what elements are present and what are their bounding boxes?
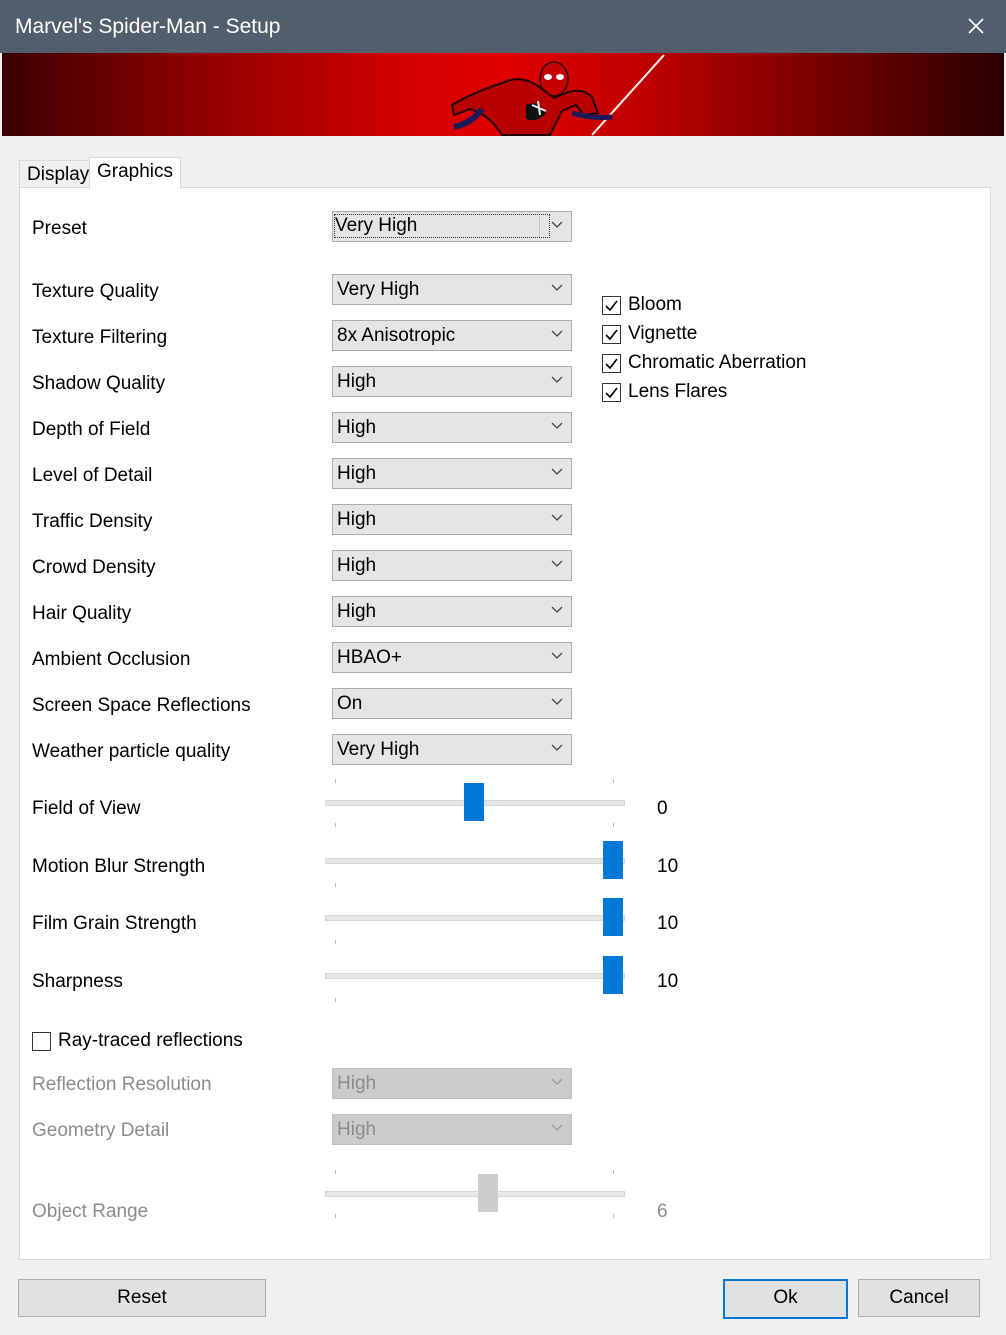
film-grain-strength-slider[interactable] [325, 894, 625, 940]
chevron-down-icon [551, 606, 563, 614]
texture-filtering-label: Texture Filtering [32, 327, 168, 348]
spider-man-logo-icon [442, 53, 682, 136]
slider-track [325, 915, 625, 921]
checkbox-box [602, 325, 621, 344]
slider-tick [613, 823, 614, 827]
checkbox-box [602, 296, 621, 315]
lens-flares-label: Lens Flares [628, 381, 728, 402]
weather-particle-quality-label: Weather particle quality [32, 741, 231, 762]
geometry-detail-dropdown [332, 1114, 572, 1145]
traffic-density-dropdown[interactable] [332, 504, 572, 535]
traffic-density-label: Traffic Density [32, 511, 153, 532]
slider-tick [613, 779, 614, 783]
ambient-occlusion-label: Ambient Occlusion [32, 649, 191, 670]
chevron-down-icon [551, 560, 563, 568]
reflection-resolution-value: High [337, 1073, 377, 1094]
screen-space-reflections-value: On [337, 693, 363, 714]
cancel-button[interactable]: Cancel [858, 1279, 980, 1317]
reset-button[interactable]: Reset [18, 1279, 266, 1317]
level-of-detail-label: Level of Detail [32, 465, 153, 486]
bloom-label: Bloom [628, 294, 682, 315]
slider-track [325, 1191, 625, 1197]
reflection-resolution-dropdown [332, 1068, 572, 1099]
object-range-slider [325, 1170, 625, 1216]
level-of-detail-value: High [337, 463, 377, 484]
chevron-down-icon [551, 744, 563, 752]
traffic-density-value: High [337, 509, 377, 530]
checkmark-icon [603, 326, 620, 343]
preset-label: Preset [32, 218, 87, 239]
checkbox-box [32, 1032, 51, 1051]
sharpness-slider[interactable] [325, 952, 625, 998]
shadow-quality-label: Shadow Quality [32, 373, 166, 394]
sharpness-label: Sharpness [32, 971, 123, 992]
depth-of-field-value: High [337, 417, 377, 438]
chevron-down-icon [551, 422, 563, 430]
texture-quality-value: Very High [337, 279, 420, 300]
screen-space-reflections-label: Screen Space Reflections [32, 695, 251, 716]
dropdown-separator [539, 216, 540, 237]
slider-tick [613, 1170, 614, 1174]
texture-filtering-dropdown[interactable] [332, 320, 572, 351]
chevron-down-icon [551, 330, 563, 338]
chevron-down-icon [551, 468, 563, 476]
slider-thumb[interactable] [603, 841, 623, 879]
hair-quality-dropdown[interactable] [332, 596, 572, 627]
texture-quality-dropdown[interactable] [332, 274, 572, 305]
slider-tick [335, 779, 336, 783]
shadow-quality-value: High [337, 371, 377, 392]
motion-blur-strength-slider[interactable] [325, 837, 625, 883]
motion-blur-strength-label: Motion Blur Strength [32, 856, 206, 877]
title-bar [0, 0, 1006, 53]
slider-thumb[interactable] [603, 898, 623, 936]
slider-thumb[interactable] [603, 956, 623, 994]
chevron-down-icon [551, 1078, 563, 1086]
tab-display[interactable]: Display [19, 160, 97, 188]
field-of-view-slider[interactable] [325, 779, 625, 825]
window-title: Marvel's Spider-Man - Setup [15, 15, 281, 38]
tab-graphics[interactable]: Graphics [89, 157, 181, 189]
screen-space-reflections-dropdown[interactable] [332, 688, 572, 719]
chromatic-aberration-label: Chromatic Aberration [628, 352, 807, 373]
hair-quality-value: High [337, 601, 377, 622]
depth-of-field-dropdown[interactable] [332, 412, 572, 443]
sharpness-value: 10 [657, 971, 679, 992]
shadow-quality-dropdown[interactable] [332, 366, 572, 397]
object-range-value: 6 [657, 1201, 668, 1222]
slider-tick [335, 883, 336, 887]
field-of-view-label: Field of View [32, 798, 141, 819]
film-grain-strength-value: 10 [657, 913, 679, 934]
weather-particle-quality-dropdown[interactable] [332, 734, 572, 765]
slider-tick [335, 1170, 336, 1174]
chevron-down-icon [551, 698, 563, 706]
chevron-down-icon [551, 652, 563, 660]
slider-thumb [478, 1174, 498, 1212]
ok-button[interactable]: Ok [723, 1279, 848, 1319]
slider-tick [613, 1214, 614, 1218]
chevron-down-icon [551, 221, 563, 229]
crowd-density-value: High [337, 555, 377, 576]
ray-traced-reflections-label: Ray-traced reflections [58, 1030, 243, 1051]
slider-tick [335, 940, 336, 944]
close-button[interactable] [946, 0, 1006, 53]
film-grain-strength-label: Film Grain Strength [32, 913, 197, 934]
depth-of-field-label: Depth of Field [32, 419, 151, 440]
slider-tick [335, 823, 336, 827]
close-icon [968, 18, 984, 34]
checkbox-box [602, 383, 621, 402]
preset-value: Very High [335, 215, 549, 237]
level-of-detail-dropdown[interactable] [332, 458, 572, 489]
vignette-label: Vignette [628, 323, 698, 344]
slider-track [325, 858, 625, 864]
geometry-detail-value: High [337, 1119, 377, 1140]
hair-quality-label: Hair Quality [32, 603, 132, 624]
slider-tick [335, 998, 336, 1002]
crowd-density-dropdown[interactable] [332, 550, 572, 581]
chevron-down-icon [551, 514, 563, 522]
reflection-resolution-label: Reflection Resolution [32, 1074, 212, 1095]
geometry-detail-label: Geometry Detail [32, 1120, 170, 1141]
checkmark-icon [603, 355, 620, 372]
ambient-occlusion-value: HBAO+ [337, 647, 402, 668]
weather-particle-quality-value: Very High [337, 739, 420, 760]
field-of-view-value: 0 [657, 798, 668, 819]
checkmark-icon [603, 384, 620, 401]
checkbox-box [602, 354, 621, 373]
chevron-down-icon [551, 1124, 563, 1132]
slider-track [325, 973, 625, 979]
motion-blur-strength-value: 10 [657, 856, 679, 877]
object-range-label: Object Range [32, 1201, 149, 1222]
texture-filtering-value: 8x Anisotropic [337, 325, 456, 346]
texture-quality-label: Texture Quality [32, 281, 159, 302]
chevron-down-icon [551, 284, 563, 292]
slider-thumb[interactable] [464, 783, 484, 821]
slider-tick [335, 1214, 336, 1218]
crowd-density-label: Crowd Density [32, 557, 156, 578]
checkmark-icon [603, 297, 620, 314]
ambient-occlusion-dropdown[interactable] [332, 642, 572, 673]
chevron-down-icon [551, 376, 563, 384]
preset-dropdown[interactable] [332, 211, 572, 242]
game-banner [2, 53, 1004, 136]
